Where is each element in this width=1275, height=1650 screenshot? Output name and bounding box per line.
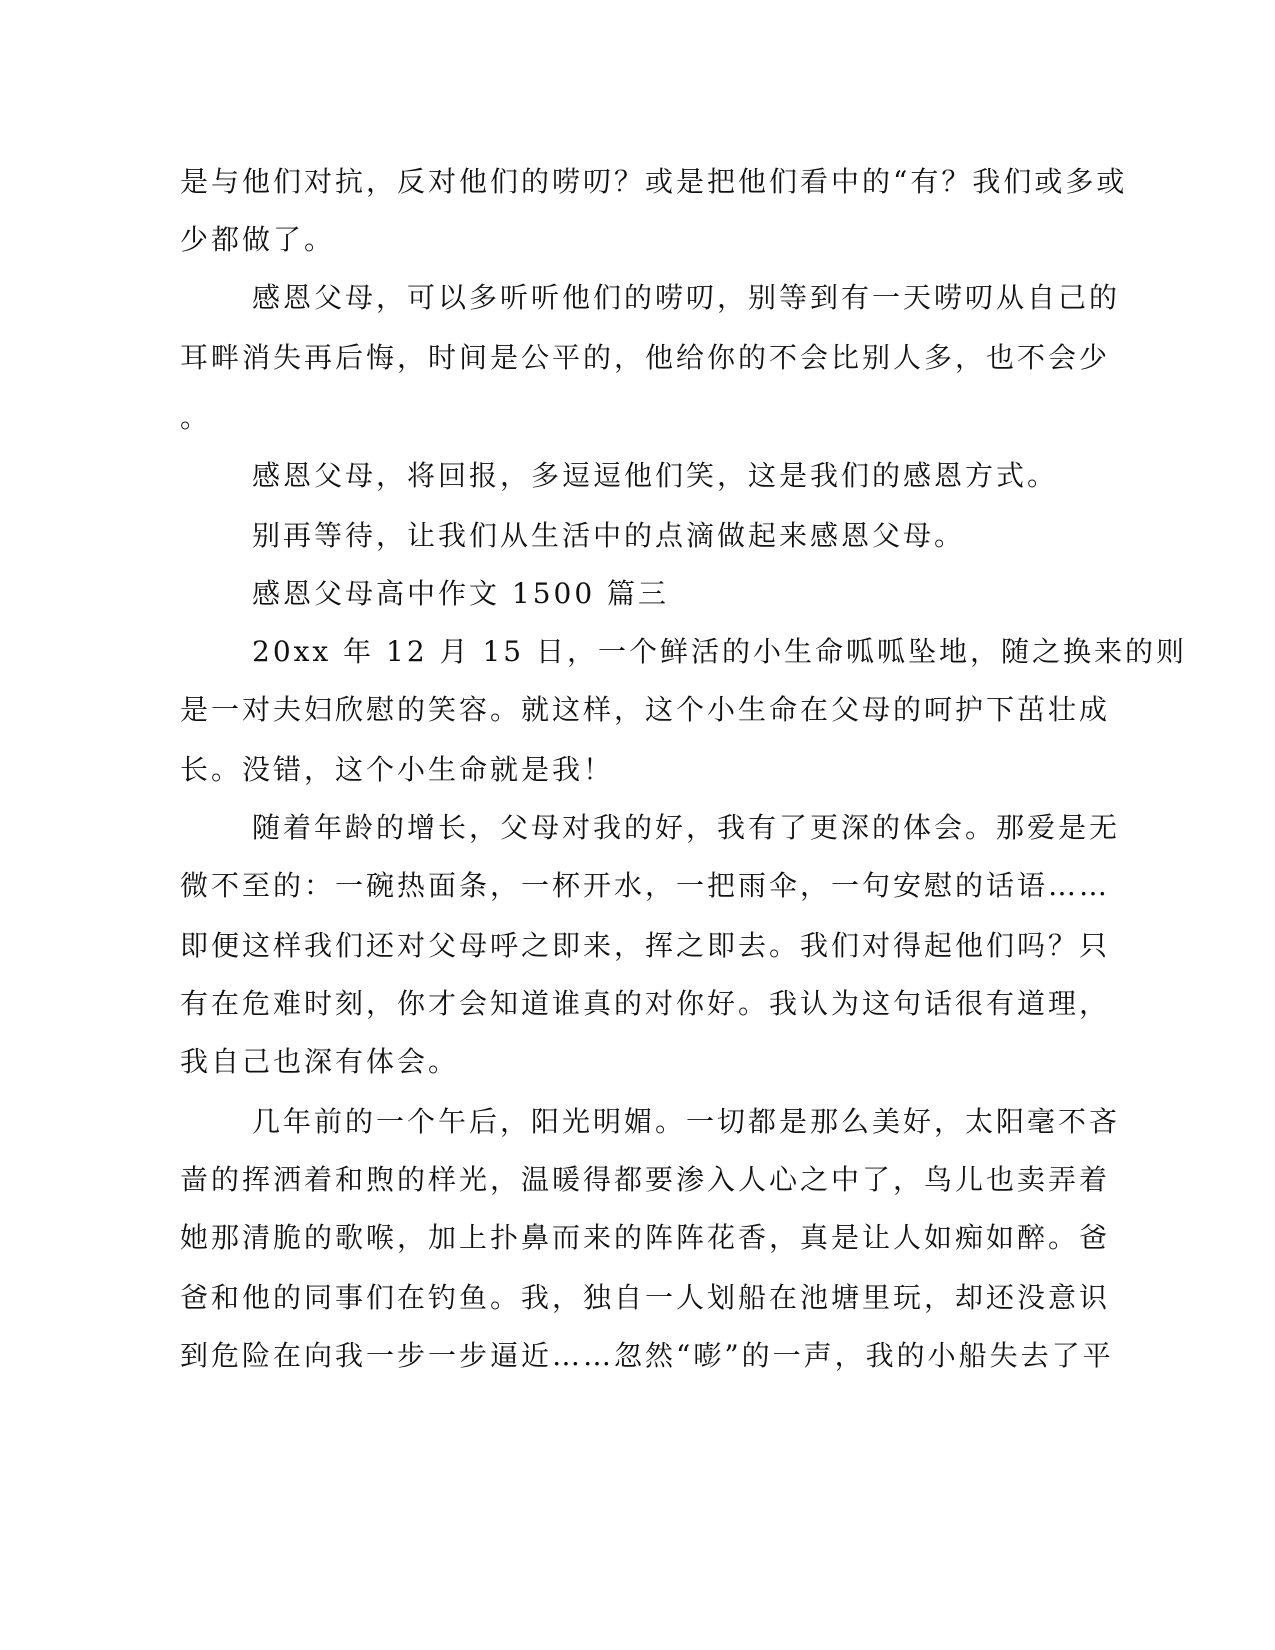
text-line: 爸和他的同事们在钓鱼。我，独自一人划船在池塘里玩，却还没意识	[180, 1281, 1111, 1314]
text-line: 几年前的一个午后，阳光明媚。一切都是那么美好，太阳毫不吝	[252, 1105, 1121, 1138]
text-line: 20xx 年 12 月 15 日，一个鲜活的小生命呱呱坠地，随之换来的则	[252, 635, 1187, 668]
text-line: 少都做了。	[180, 223, 336, 256]
text-line: 啬的挥洒着和煦的样光，温暖得都要渗入人心之中了，鸟儿也卖弄着	[180, 1163, 1111, 1196]
text-line: 长。没错，这个小生命就是我！	[180, 753, 615, 786]
text-line: 有在危难时刻，你才会知道谁真的对你好。我认为这句话很有道理，	[180, 987, 1111, 1020]
text-line: 随着年龄的增长，父母对我的好，我有了更深的体会。那爱是无	[252, 811, 1121, 844]
section-heading: 感恩父母高中作文 1500 篇三	[252, 577, 670, 610]
text-line: 是与他们对抗，反对他们的唠叨？或是把他们看中的“有？我们或多或	[180, 165, 1128, 198]
text-line: 感恩父母，将回报，多逗逗他们笑，这是我们的感恩方式。	[252, 459, 1059, 492]
text-line: 是一对夫妇欣慰的笑容。就这样，这个小生命在父母的呵护下茁壮成	[180, 693, 1111, 726]
text-line: 微不至的：一碗热面条，一杯开水，一把雨伞，一句安慰的话语……	[180, 869, 1111, 902]
text-line: 即便这样我们还对父母呼之即来，挥之即去。我们对得起他们吗？只	[180, 929, 1111, 962]
text-line: 她那清脆的歌喉，加上扑鼻而来的阵阵花香，真是让人如痴如醉。爸	[180, 1221, 1111, 1254]
text-line: 别再等待，让我们从生活中的点滴做起来感恩父母。	[252, 519, 966, 552]
text-line: 到危险在向我一步一步逼近……忽然“嘭”的一声，我的小船失去了平	[180, 1339, 1114, 1372]
text-line: 感恩父母，可以多听听他们的唠叨，别等到有一天唠叨从自己的	[252, 281, 1121, 314]
text-line: 耳畔消失再后悔，时间是公平的，他给你的不会比别人多，也不会少	[180, 341, 1111, 374]
text-line: 我自己也深有体会。	[180, 1045, 460, 1078]
text-line: 。	[180, 401, 212, 434]
